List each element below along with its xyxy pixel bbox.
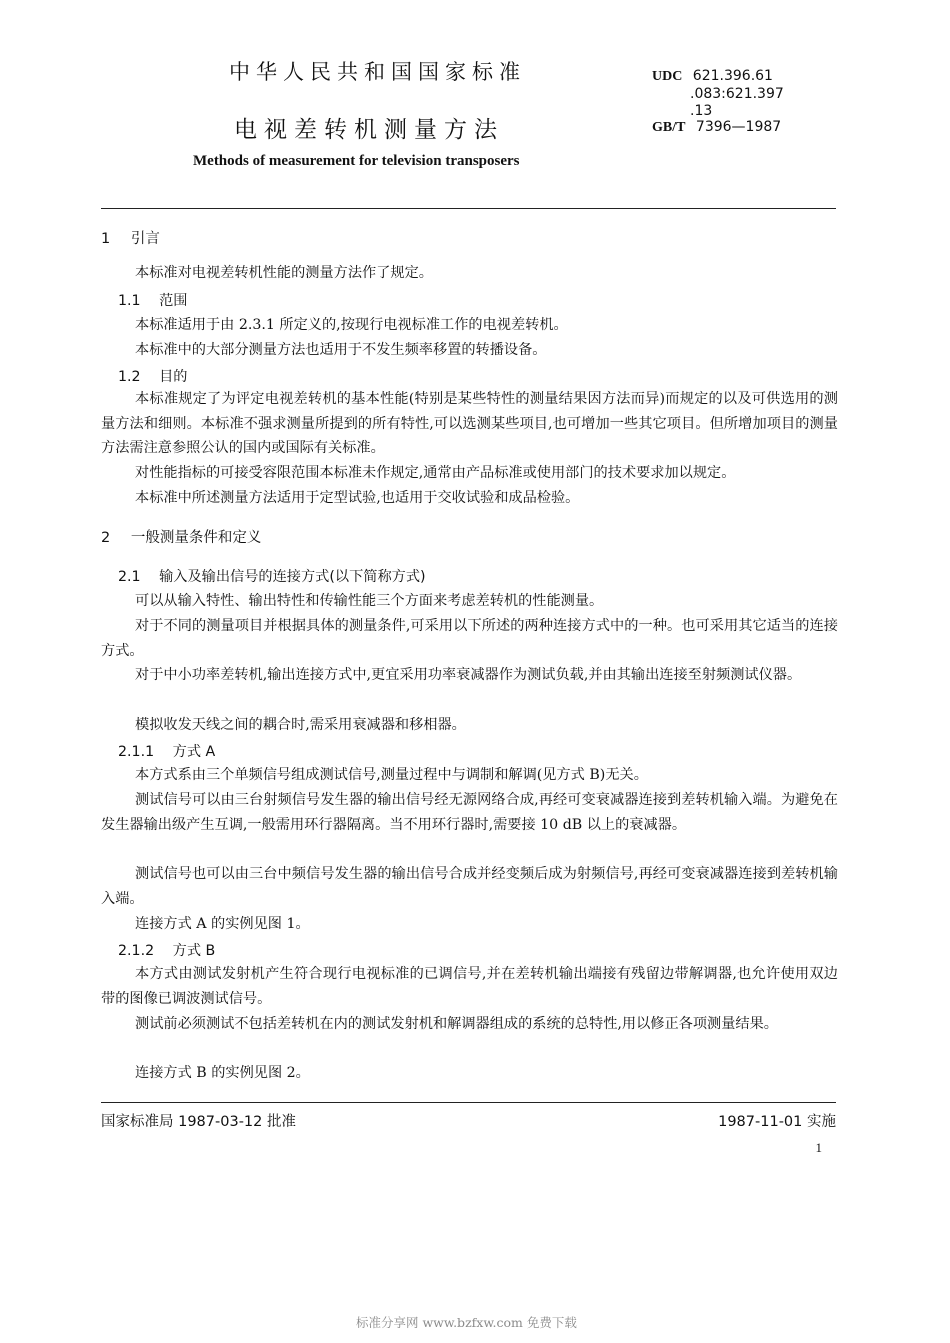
section-1-2-para-1: 本标准规定了为评定电视差转机的基本性能(特别是某些特性的测量结果因方法而异)而规定的以及可供选用的测量方法和细则。本标准不强求测量所提到的所有特性,可以选测某些项目,也可增加一些其它项目。但所增加项目的测量方法需注意参照公认的国内或国际有关标准。 — [101, 391, 838, 457]
section-2-1-1-title: 方式 A — [172, 744, 216, 760]
section-1-number: 1 — [101, 231, 111, 247]
header-rule — [101, 208, 836, 209]
section-2-1-2-para-1: 本方式由测试发射机产生符合现行电视标准的已调信号,并在差转机输出端接有残留边带解调器,也允许使用双边带的图像已调波测试信号。 — [101, 966, 838, 1007]
section-1-1-heading — [118, 292, 187, 310]
footer-rule — [101, 1102, 836, 1103]
watermark: 标准分享网 www.bzfxw.com 免费下载 — [356, 1315, 577, 1330]
document-title-cn: 电视差转机测量方法 — [234, 117, 504, 143]
section-2-1-1-para-3: 测试信号也可以由三台中频信号发生器的输出信号合成并经变频后成为射频信号,再经可变衰减器连接到差转机输入端。 — [101, 866, 838, 907]
approval-date: 国家标准局 1987-03-12 批准 — [101, 1114, 296, 1130]
section-1-2-para-2: 对性能指标的可接受容限范围本标准未作规定,通常由产品标准或使用部门的技术要求加以规定。 — [135, 465, 736, 481]
udc-line-2: .083:621.397 — [690, 86, 784, 102]
document-title-en: Methods of measurement for television transposers — [193, 153, 520, 169]
section-1-title: 引言 — [130, 231, 160, 247]
page-number: 1 — [815, 1140, 822, 1155]
section-2-1-1-para-4: 连接方式 A 的实例见图 1。 — [135, 916, 310, 932]
section-1-2-number: 1.2 — [118, 369, 141, 385]
section-2-1-number: 2.1 — [118, 569, 141, 585]
section-2-1-2-heading — [118, 942, 215, 960]
section-2-1-para-4: 模拟收发天线之间的耦合时,需采用衰减器和移相器。 — [135, 717, 466, 733]
section-2-1-heading — [118, 568, 426, 586]
section-1-heading — [101, 230, 160, 248]
section-1-2-para-3: 本标准中所述测量方法适用于定型试验,也适用于交收试验和成品检验。 — [135, 490, 580, 506]
section-2-1-title: 输入及输出信号的连接方式(以下简称方式) — [159, 569, 426, 585]
section-2-heading — [101, 529, 261, 547]
section-2-1-2-para-3: 连接方式 B 的实例见图 2。 — [135, 1065, 310, 1081]
section-2-1-1-para-1: 本方式系由三个单频信号组成测试信号,测量过程中与调制和解调(见方式 B)无关。 — [135, 767, 648, 783]
gb-code — [652, 119, 781, 136]
section-1-intro: 本标准对电视差转机性能的测量方法作了规定。 — [135, 265, 433, 281]
section-1-1-number: 1.1 — [118, 293, 141, 309]
section-2-1-2-title: 方式 B — [172, 943, 216, 959]
section-2-title: 一般测量条件和定义 — [130, 530, 262, 546]
section-2-1-para-2: 对于不同的测量项目并根据具体的测量条件,可采用以下所述的两种连接方式中的一种。也可采用其它适当的连接方式。 — [101, 618, 838, 659]
udc-code — [652, 68, 773, 85]
section-1-1-para-2: 本标准中的大部分测量方法也适用于不发生频率移置的转播设备。 — [135, 342, 547, 358]
implementation-date: 1987-11-01 实施 — [718, 1114, 836, 1130]
section-2-1-1-number: 2.1.1 — [118, 744, 155, 760]
section-2-1-1-para-2: 测试信号可以由三台射频信号发生器的输出信号经无源网络合成,再经可变衰减器连接到差转机输入端。为避免在发生器输出级产生互调,一般需用环行器隔离。当不用环行器时,需要接 10 dB 以上的衰减器。 — [101, 792, 838, 833]
udc-label: UDC — [652, 69, 683, 84]
standard-name: 中华人民共和国国家标准 — [229, 60, 526, 84]
gb-label: GB/T — [652, 120, 686, 135]
section-2-number: 2 — [101, 530, 111, 546]
section-1-1-para-1: 本标准适用于由 2.3.1 所定义的,按现行电视标准工作的电视差转机。 — [135, 317, 568, 333]
gb-number: 7396—1987 — [695, 119, 782, 135]
section-1-1-title: 范围 — [159, 293, 188, 309]
section-2-1-2-number: 2.1.2 — [118, 943, 155, 959]
section-2-1-para-3: 对于中小功率差转机,输出连接方式中,更宜采用功率衰减器作为测试负载,并由其输出连接至射频测试仪器。 — [135, 667, 802, 683]
section-2-1-2-para-2: 测试前必须测试不包括差转机在内的测试发射机和解调器组成的系统的总特性,用以修正各项测量结果。 — [135, 1016, 778, 1032]
section-2-1-1-heading — [118, 743, 215, 761]
section-1-2-heading — [118, 368, 187, 386]
section-2-1-para-1: 可以从输入特性、输出特性和传输性能三个方面来考虑差转机的性能测量。 — [135, 593, 604, 609]
section-1-2-title: 目的 — [159, 369, 188, 385]
udc-line-3: .13 — [690, 103, 713, 119]
udc-line-1: 621.396.61 — [692, 68, 773, 84]
